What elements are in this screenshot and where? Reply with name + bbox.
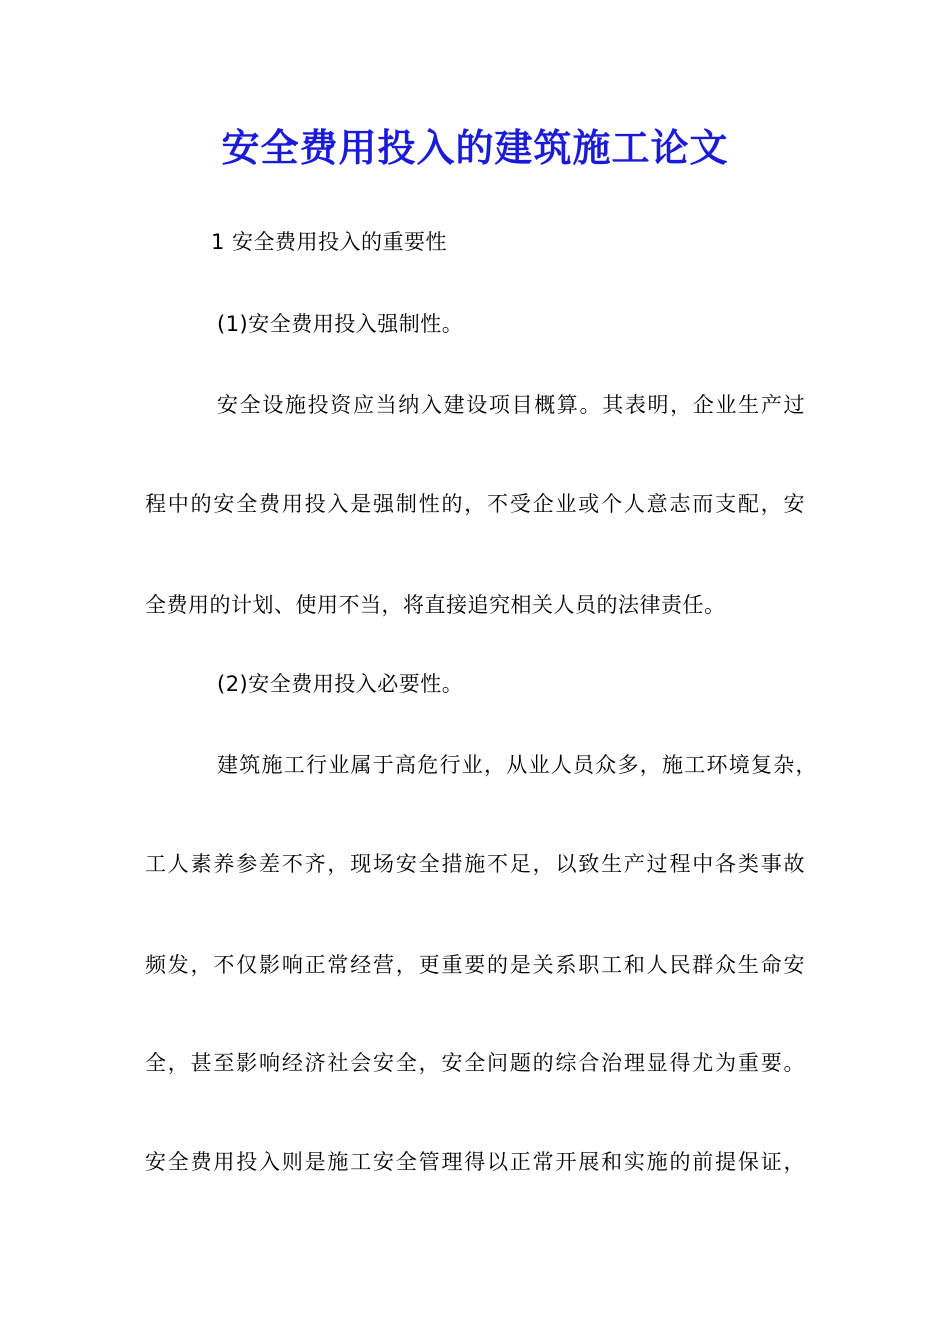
paragraph-line: 建筑施工行业属于高危行业，从业人员众多，施工环境复杂， — [217, 753, 817, 777]
paragraph-line: 工人素养参差不齐，现场安全措施不足，以致生产过程中各类事故 — [145, 852, 805, 876]
section-heading: 1 安全费用投入的重要性 — [211, 230, 448, 254]
subsection-heading: (1)安全费用投入强制性。 — [217, 312, 464, 336]
paragraph-line: 安全设施投资应当纳入建设项目概算。其表明，企业生产过 — [217, 393, 805, 417]
document-title: 安全费用投入的建筑施工论文 — [221, 125, 729, 170]
subsection-heading: (2)安全费用投入必要性。 — [217, 672, 464, 696]
paragraph-line: 安全费用投入则是施工安全管理得以正常开展和实施的前提保证， — [145, 1150, 805, 1174]
paragraph-line: 频发，不仅影响正常经营，更重要的是关系职工和人民群众生命安 — [145, 953, 805, 977]
paragraph-line: 全，甚至影响经济社会安全，安全问题的综合治理显得尤为重要。 — [145, 1051, 805, 1075]
paragraph-line: 程中的安全费用投入是强制性的，不受企业或个人意志而支配，安 — [145, 492, 805, 516]
paragraph-line: 全费用的计划、使用不当，将直接追究相关人员的法律责任。 — [145, 593, 726, 617]
